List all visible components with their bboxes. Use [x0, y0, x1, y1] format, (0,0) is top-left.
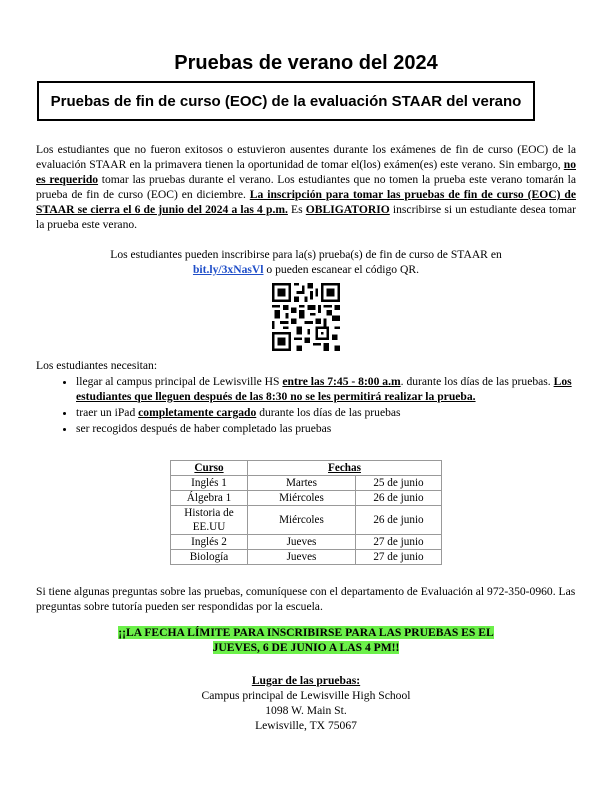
subtitle-box [37, 81, 535, 121]
location-name: Campus principal de Lewisville High School [201, 689, 411, 702]
table-row [171, 476, 442, 491]
location-block [0, 673, 612, 733]
table-row [171, 506, 442, 535]
intro-paragraph [36, 142, 576, 232]
location-city: Lewisville, TX 75067 [255, 719, 357, 732]
location-heading: Lugar de las pruebas: [251, 674, 361, 687]
cell-date: 27 de junio [355, 535, 441, 550]
not-required-text: no es requerido [36, 158, 576, 186]
header-course: Curso [171, 461, 248, 476]
deadline-line-1: ¡¡LA FECHA LÍMITE PARA INSCRIBIRSE PARA LAS PRUEBAS ES EL [118, 626, 494, 639]
intro-text-2: tomar las pruebas durante el verano. Los estudiantes que no tomen la prueba este verano tomarán la prueba de fin de curso (EOC) en diciembre. [36, 173, 576, 201]
list-item [76, 421, 612, 436]
register-line-2: o pueden escanear el código QR. [263, 263, 420, 276]
questions-paragraph: Si tiene algunas preguntas sobre las pruebas, comuníquese con el departamento de Evaluación al 972-350-0960. Las preguntas sobre tutoría pueden ser respondidas por la escuela. [36, 585, 576, 613]
cell-day: Miércoles [248, 491, 356, 506]
late-arrival-warning: Los estudiantes que lleguen después de las 8:30 no se les permitirá realizar la prueba. [76, 375, 572, 403]
table-row [171, 550, 442, 565]
needs-item2-c: durante los días de las pruebas [256, 406, 401, 419]
cell-day: Miércoles [248, 506, 356, 535]
registration-link[interactable]: bit.ly/3xNasVl [192, 263, 264, 276]
cell-day: Martes [248, 476, 356, 491]
qr-code-icon[interactable] [272, 283, 340, 351]
list-item [76, 405, 612, 420]
needs-item2-a: traer un iPad [76, 406, 139, 419]
needs-list [36, 374, 612, 437]
register-paragraph [36, 247, 576, 277]
cell-date: 25 de junio [355, 476, 441, 491]
cell-course: Álgebra 1 [171, 491, 248, 506]
mandatory-text: OBLIGATORIO [305, 203, 390, 216]
list-item [76, 374, 612, 404]
cell-course: Biología [171, 550, 248, 565]
cell-date: 26 de junio [355, 491, 441, 506]
intro-text-4: inscribirse si un estudiante desea tomar la prueba este verano. [36, 203, 576, 231]
intro-text-3: Es [287, 203, 306, 216]
cell-day: Jueves [248, 535, 356, 550]
cell-date: 26 de junio [355, 506, 441, 535]
arrival-window-text: entre las 7:45 - 8:00 a.m [282, 375, 401, 388]
page-title: Pruebas de verano del 2024 [174, 52, 438, 74]
needs-heading: Los estudiantes necesitan: [36, 359, 158, 372]
register-line-1: Los estudiantes pueden inscribirse para la(s) prueba(s) de fin de curso de STAAR en [110, 248, 502, 261]
schedule-table [170, 460, 442, 565]
cell-day: Jueves [248, 550, 356, 565]
fully-charged-text: completamente cargado [138, 406, 257, 419]
intro-text-1: Los estudiantes que no fueron exitosos o estuvieron ausentes durante los exámenes de fin de curso (EOC) de la evaluación STAAR en la primavera tienen la oportunidad de tomar el(los) exámen(es) este verano. Sin embargo, [36, 143, 576, 171]
table-header-row [171, 461, 442, 476]
subtitle: Pruebas de fin de curso (EOC) de la evaluación STAAR del verano [50, 92, 522, 110]
registration-close-text: La inscripción para tomar las pruebas de fin de curso (EOC) de STAAR se cierra el 6 de junio del 2024 a las 4 p.m. [36, 188, 576, 216]
table-row [171, 535, 442, 550]
deadline-line-2: JUEVES, 6 DE JUNIO A LAS 4 PM!! [212, 641, 400, 654]
cell-date: 27 de junio [355, 550, 441, 565]
header-dates: Fechas [248, 461, 442, 476]
deadline-notice [0, 625, 612, 655]
cell-course: Inglés 1 [171, 476, 248, 491]
needs-item1-a: llegar al campus principal de Lewisville HS [76, 375, 283, 388]
needs-item1-c: . durante los días de las pruebas. [400, 375, 554, 388]
cell-course: Historia de EE.UU [171, 506, 248, 535]
needs-item3: ser recogidos después de haber completado las pruebas [76, 422, 332, 435]
table-row [171, 491, 442, 506]
cell-course: Inglés 2 [171, 535, 248, 550]
location-street: 1098 W. Main St. [265, 704, 347, 717]
